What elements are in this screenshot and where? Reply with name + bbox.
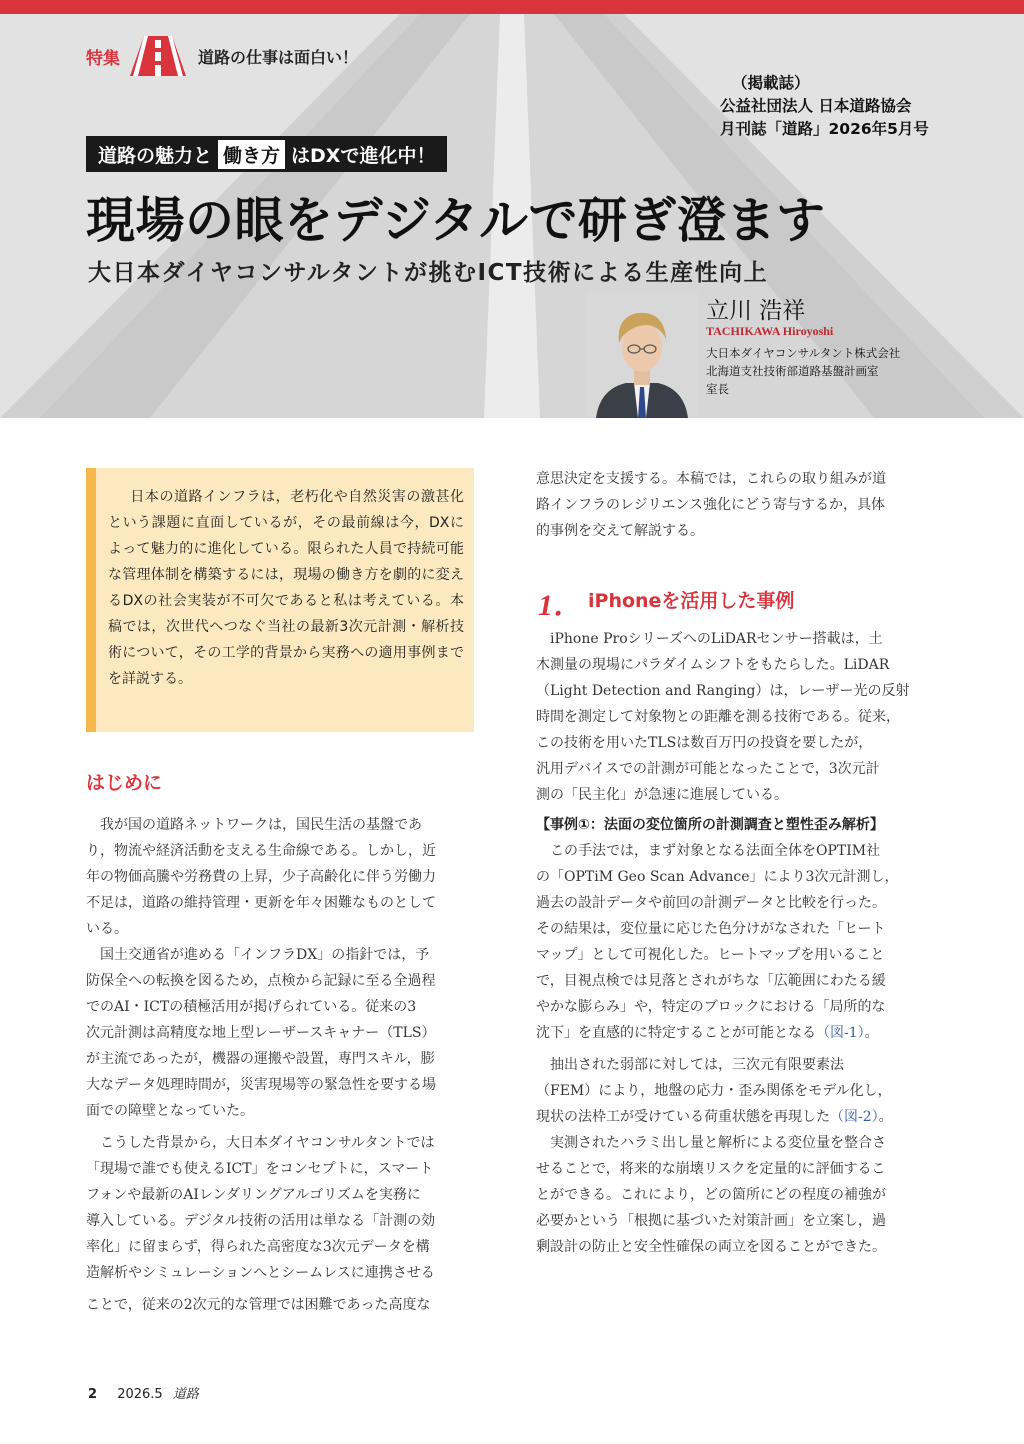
abstract-text: 日本の道路インフラは，老朽化や自然災害の激甚化という課題に直面しているが，その最前線は今，DXによって魅力的に進化している。限られた人員で持続可能な管理体制を構築するには，現場の働き方を劇的に変えるDXの社会実装が不可欠であると私は考えている。本稿では，次世代へつなぐ当社の最新3次元計測・解析技術について，その工学的背景から実務への適用事例までを詳説する。	[108, 489, 464, 687]
body-line: フォンや最新のAIレンダリングアルゴリズムを実務に	[86, 1187, 421, 1203]
body-line-with-figure-ref	[536, 1020, 924, 1046]
body-line: マップ」として可視化した。ヒートマップを用いること	[536, 947, 885, 963]
body-line: 年の物価高騰や労務費の上昇，少子高齢化に伴う労働力	[86, 869, 436, 885]
body-line: 我が国の道路ネットワークは，国民生活の基盤であ	[86, 817, 422, 833]
top-accent-bar	[0, 0, 1024, 14]
publication-label: （掲載誌）	[732, 74, 810, 92]
author-roman-name: TACHIKAWA Hiroyoshi	[706, 324, 834, 338]
kicker-pre: 道路の魅力と	[98, 144, 213, 167]
page-number: 2	[88, 1387, 98, 1402]
body-line: 次元計測は高精度な地上型レーザースキャナー（TLS）	[86, 1025, 436, 1041]
body-line: 導入している。デジタル技術の活用は単なる「計測の効	[86, 1213, 436, 1229]
section-1-title: iPhoneを活用した事例	[588, 590, 795, 612]
body-line: その結果は，変位量に応じた色分けがなされた「ヒート	[536, 921, 886, 937]
affiliation-position: 室長	[706, 382, 729, 396]
author-name: 立川 浩祥	[706, 298, 806, 324]
body-line: 大なデータ処理時間が，災害現場等の緊急性を要する場	[86, 1077, 436, 1093]
body-line: 路インフラのレジリエンス強化にどう寄与するか，具体	[536, 497, 885, 513]
body-line: この手法では，まず対象となる法面全体をOPTIM社	[536, 843, 881, 859]
publication-info	[720, 72, 929, 141]
body-line: いる。	[86, 921, 128, 937]
body-line: 防保全への転換を図るため，点検から記録に至る全過程	[86, 973, 436, 989]
body-text: 。	[864, 1025, 879, 1041]
body-line: 木測量の現場にパラダイムシフトをもたらした。LiDAR	[536, 657, 890, 673]
body-line: で，目視点検では見落とされがちな「広範囲にわたる緩	[536, 973, 886, 989]
article-subtitle: 大日本ダイヤコンサルタントが挑むICT技術による生産性向上	[88, 260, 769, 286]
publication-issue: 月刊誌「道路」2026年5月号	[720, 120, 929, 138]
body-line: 面での障壁となっていた。	[86, 1103, 254, 1119]
kicker-post: はDXで進化中！	[291, 144, 436, 167]
abstract-accent-bar	[86, 468, 96, 732]
case-heading: 【事例①：法面の変位箇所の計測調査と塑性歪み解析】	[536, 817, 884, 833]
body-line: こうした背景から，大日本ダイヤコンサルタントでは	[86, 1135, 435, 1151]
feature-label: 特集	[86, 49, 120, 69]
section-heading-intro: はじめに	[86, 772, 163, 794]
section-1-number: 1．	[538, 589, 583, 622]
body-line: 汎用デバイスでの計測が可能となったことで，3次元計	[536, 761, 880, 777]
body-line: 必要かという「根拠に基づいた対策計画」を立案し，過	[536, 1213, 886, 1229]
body-line: 測の「民主化」が急速に進展している。	[536, 787, 788, 803]
body-line: 時間を測定して対象物との距離を測る技術である。従来，	[536, 709, 900, 725]
body-line: が主流であったが，機器の運搬や設置，専門スキル，膨	[86, 1051, 435, 1067]
body-line: 的事例を交えて解説する。	[536, 523, 704, 539]
abstract-box	[86, 468, 474, 732]
series-title: 道路の仕事は面白い！	[198, 48, 359, 67]
kicker-banner	[86, 136, 447, 172]
body-line: せることで，将来的な崩壊リスクを定量的に評価するこ	[536, 1161, 886, 1177]
author-affiliation	[706, 344, 900, 398]
body-line: とができる。これにより，どの箇所にどの程度の補強が	[536, 1187, 886, 1203]
figure-1-reference[interactable]: （図-1）	[816, 1025, 865, 1041]
road-icon	[130, 36, 186, 76]
body-line: この技術を用いたTLSは数百万円の投資を要したが，	[536, 735, 873, 751]
body-line: 「現場で誰でも使えるICT」をコンセプトに，スマート	[86, 1161, 434, 1177]
kicker-boxed-word: 働き方	[218, 140, 285, 169]
body-line: ことで，従来の2次元的な管理では困難であった高度な	[86, 1297, 431, 1313]
figure-2-reference[interactable]: （図-2）	[830, 1109, 879, 1125]
author-portrait	[586, 291, 698, 418]
body-line: り，物流や経済活動を支える生命線である。しかし，近	[86, 843, 436, 859]
body-line: 率化」に留まらず，得られた高密度な3次元データを構	[86, 1239, 430, 1255]
magazine-name: 道路	[172, 1387, 199, 1402]
body-line: 実測されたハラミ出し量と解析による変位量を整合さ	[536, 1135, 886, 1151]
body-text: 。	[878, 1109, 893, 1125]
affiliation-department: 北海道支社技術部道路基盤計画室	[706, 364, 879, 378]
body-line: やかな膨らみ」や，特定のブロックにおける「局所的な	[536, 999, 886, 1015]
page-footer	[88, 1383, 199, 1402]
body-line: 抽出された弱部に対しては，三次元有限要素法	[536, 1057, 844, 1073]
body-line-with-figure-ref	[536, 1104, 924, 1130]
body-line: 剰設計の防止と安全性確保の両立を図ることができた。	[536, 1239, 886, 1255]
body-line: の「OPTiM Geo Scan Advance」により3次元計測し，	[536, 869, 899, 885]
body-text: 現状の法枠工が受けている荷重状態を再現した	[536, 1109, 830, 1125]
body-line: （Light Detection and Ranging）は，レーザー光の反射	[536, 683, 910, 699]
body-line: 不足は，道路の維持管理・更新を年々困難なものとして	[86, 895, 436, 911]
affiliation-company: 大日本ダイヤコンサルタント株式会社	[706, 346, 901, 360]
body-line: （FEM）により，地盤の応力・歪み関係をモデル化し，	[536, 1083, 892, 1099]
article-title: 現場の眼をデジタルで研ぎ澄ます	[86, 192, 826, 249]
body-line: 過去の設計データや前回の計測データと比較を行った。	[536, 895, 886, 911]
body-line: iPhone ProシリーズへのLiDARセンサー搭載は，土	[536, 631, 883, 647]
footer-date: 2026.5	[117, 1387, 163, 1402]
body-line: でのAI・ICTの積極活用が掲げられている。従来の3	[86, 999, 417, 1015]
publication-org: 公益社団法人 日本道路協会	[720, 97, 912, 115]
body-text: 沈下」を直感的に特定することが可能となる	[536, 1025, 816, 1041]
body-line: 造解析やシミュレーションへとシームレスに連携させる	[86, 1265, 435, 1281]
body-line: 意思決定を支援する。本稿では，これらの取り組みが道	[536, 471, 886, 487]
body-line: 国土交通省が進める「インフラDX」の指針では，予	[86, 947, 430, 963]
